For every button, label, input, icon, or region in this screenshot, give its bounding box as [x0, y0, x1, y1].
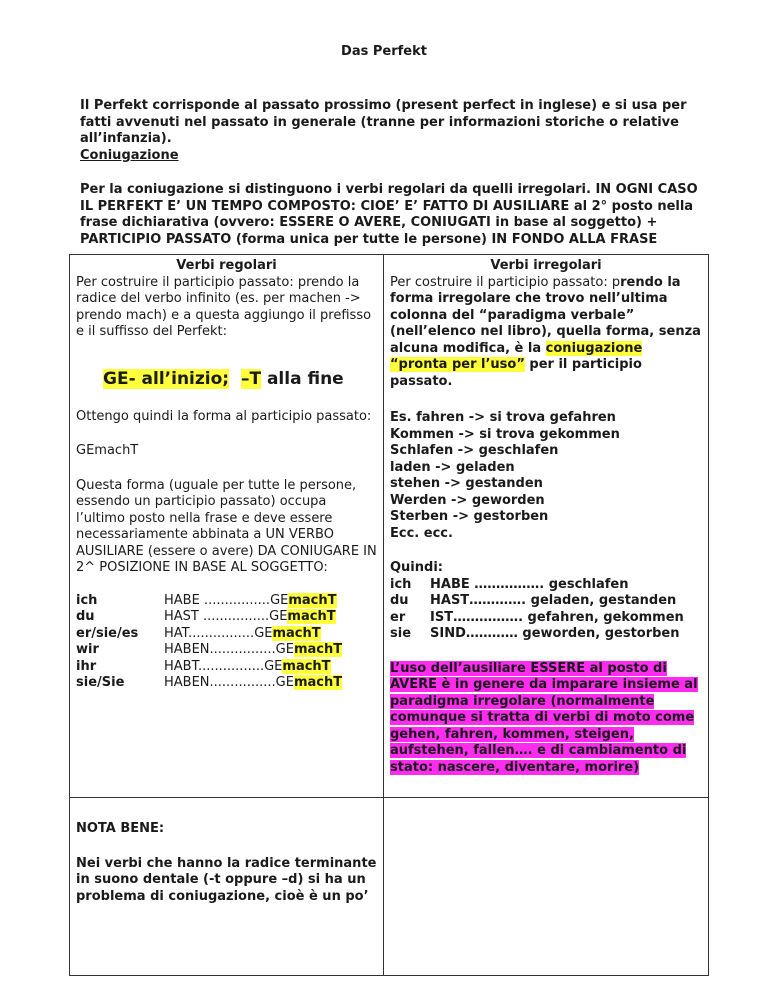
example-form: GEmachT [76, 443, 139, 458]
aux-verb: HABEN................ [164, 642, 276, 657]
irregular-expl-end: per il participio passato. [390, 357, 642, 389]
regular-conjugation-row [76, 642, 342, 659]
ge-prefix: GE [264, 658, 283, 674]
ge-rule-prefix: GE- all’inizio; [103, 368, 230, 389]
pronoun: ich [76, 592, 98, 608]
regular-verbs-cell [70, 255, 384, 798]
example-line: Sterben -> gestorben [390, 509, 549, 524]
pronoun: du [76, 609, 95, 624]
nota-heading: NOTA BENE: [76, 821, 165, 836]
ge-prefix: GE [275, 675, 294, 690]
conjugation-paragraph: Per la coniugazione si distinguono i verbi regolari da quelli irregolari. IN OGNI CASO IL PERFEKT E’ UN TEMPO COMPOSTO: CIOE’ E’ FATTO DI AUSILIARE al 2° posto nella frase dichiarativa (ovvero: ESSERE O AVERE, CONIUGATI in base al soggetto) + PARTICIPIO PASSATO (forma unica per tutte le persone) IN FONDO ALLA FRASE [80, 182, 698, 247]
pronoun: sie/Sie [76, 675, 125, 690]
irregular-examples [390, 410, 702, 542]
ge-prefix: GE [269, 609, 288, 624]
table-row-main [70, 255, 709, 798]
irregular-heading: Verbi irregolari [490, 258, 602, 273]
empty-cell [384, 798, 709, 976]
nota-text: Nei verbi che hanno la radice terminante in suono dentale (-t oppure –d) si ha un problema di coniugazione, cioè è un po’ [76, 855, 377, 904]
regular-heading: Verbi regolari [176, 258, 277, 273]
example-line: laden -> geladen [390, 459, 515, 475]
nota-bene-cell [70, 798, 384, 976]
ge-rule-suffix: –T [240, 368, 262, 389]
aux-verb: HABEN................ [164, 675, 276, 690]
section-heading: Coniugazione [80, 148, 179, 163]
irregular-conjugation [390, 577, 702, 643]
verb-form: SIND………… geworden, gestorben [430, 626, 680, 641]
regular-conjugation [76, 593, 342, 692]
pronoun: er [390, 609, 406, 625]
regular-conjugation-row [76, 675, 342, 692]
verbs-table [69, 254, 709, 976]
pronoun: ich [390, 576, 412, 592]
usage-text: Questa forma (uguale per tutte le persone, essendo un participio passato) occupa l’ultimo posto nella frase e deve essere necessariamente abbinata a UN VERBO AUSILIARE (essere o avere) DA CONIUGARE IN 2^ POSIZIONE IN BASE AL SOGGETTO: [76, 477, 377, 575]
essere-note [390, 661, 702, 777]
verb-form [164, 642, 342, 659]
ge-prefix: GE [254, 625, 273, 641]
example-line: Ecc. ecc. [390, 525, 453, 541]
irregular-expl-bold: rendo la forma irregolare che trovo nell’ultima colonna del “paradigma verbale” (nell’elenco nel libro), quella forma, senza alcuna modifica, è la [390, 274, 701, 356]
pronoun: wir [76, 642, 99, 657]
irregular-expl-start: Per costruire il participio passato: p [390, 274, 621, 290]
aux-verb: HABE ................ [164, 592, 271, 608]
verb-form [164, 593, 342, 610]
ge-prefix: GE [270, 592, 289, 608]
ge-rule [103, 369, 377, 389]
aux-verb: HABT................ [164, 658, 265, 674]
pronoun: du [390, 593, 409, 608]
example-line: Es. fahren -> si trova gefahren [390, 410, 616, 425]
pronoun: ihr [76, 658, 97, 674]
example-line: Schlafen -> geschlafen [390, 443, 559, 458]
participle-stem: machT [282, 658, 331, 674]
essere-note-text: L’uso dell’ausiliare ESSERE al posto di AVERE è in genere da imparare insieme al paradigma irregolare (normalmente comunque si tratta di verbi di moto come gehen, fahren, kommen, steigen, aufstehen, fallen…. e di cambiamento di stato: nascere, diventare, morire) [390, 660, 698, 775]
verb-form [164, 609, 342, 626]
pronoun: sie [390, 626, 412, 641]
example-line: stehen -> gestanden [390, 476, 543, 491]
participle-stem: machT [272, 625, 321, 641]
verb-form [164, 626, 342, 643]
aux-verb: HAST ................ [164, 609, 270, 624]
verb-form [164, 675, 342, 692]
participle-stem: machT [293, 642, 343, 657]
example-line: Werden -> geworden [390, 492, 545, 508]
intro-paragraph: Il Perfekt corrisponde al passato prossimo (present perfect in inglese) e si usa per fatti avvenuti nel passato in generale (tranne per informazioni storiche o relative all’infanzia). [80, 98, 687, 146]
regular-conjugation-row [76, 593, 342, 610]
irregular-explanation [390, 275, 702, 391]
verb-form: HAST…………. geladen, gestanden [430, 593, 677, 608]
document-title: Das Perfekt [341, 44, 427, 59]
participle-stem: machT [287, 609, 336, 624]
irregular-expl-highlight: coniugazione “pronta per l’uso” [390, 340, 643, 372]
irregular-conjugation-row [390, 593, 702, 610]
irregular-conjugation-row [390, 626, 702, 643]
ge-rule-end: alla fine [261, 368, 344, 389]
regular-conjugation-row [76, 659, 342, 676]
pronoun: er/sie/es [76, 625, 139, 641]
regular-conjugation-row [76, 626, 342, 643]
quindi-label: Quindi: [390, 560, 443, 575]
table-row-nota [70, 798, 709, 976]
irregular-conjugation-row [390, 610, 702, 627]
participle-stem: machT [288, 592, 337, 608]
irregular-conjugation-row [390, 577, 702, 594]
participle-stem: machT [293, 675, 343, 690]
regular-conjugation-row [76, 609, 342, 626]
irregular-verbs-cell [384, 255, 709, 798]
verb-form: IST……………. gefahren, gekommen [430, 609, 684, 625]
regular-explanation: Per costruire il participio passato: prendo la radice del verbo infinito (es. per machen -> prendo mach) e a questa aggiungo il prefisso e il suffisso del Perfekt: [76, 274, 372, 339]
ge-prefix: GE [275, 642, 294, 657]
example-line: Kommen -> si trova gekommen [390, 426, 620, 442]
aux-verb: HAT................ [164, 625, 255, 641]
obtain-text: Ottengo quindi la forma al participio passato: [76, 408, 372, 424]
verb-form: HABE ……………. geschlafen [430, 576, 629, 592]
verb-form [164, 659, 342, 676]
